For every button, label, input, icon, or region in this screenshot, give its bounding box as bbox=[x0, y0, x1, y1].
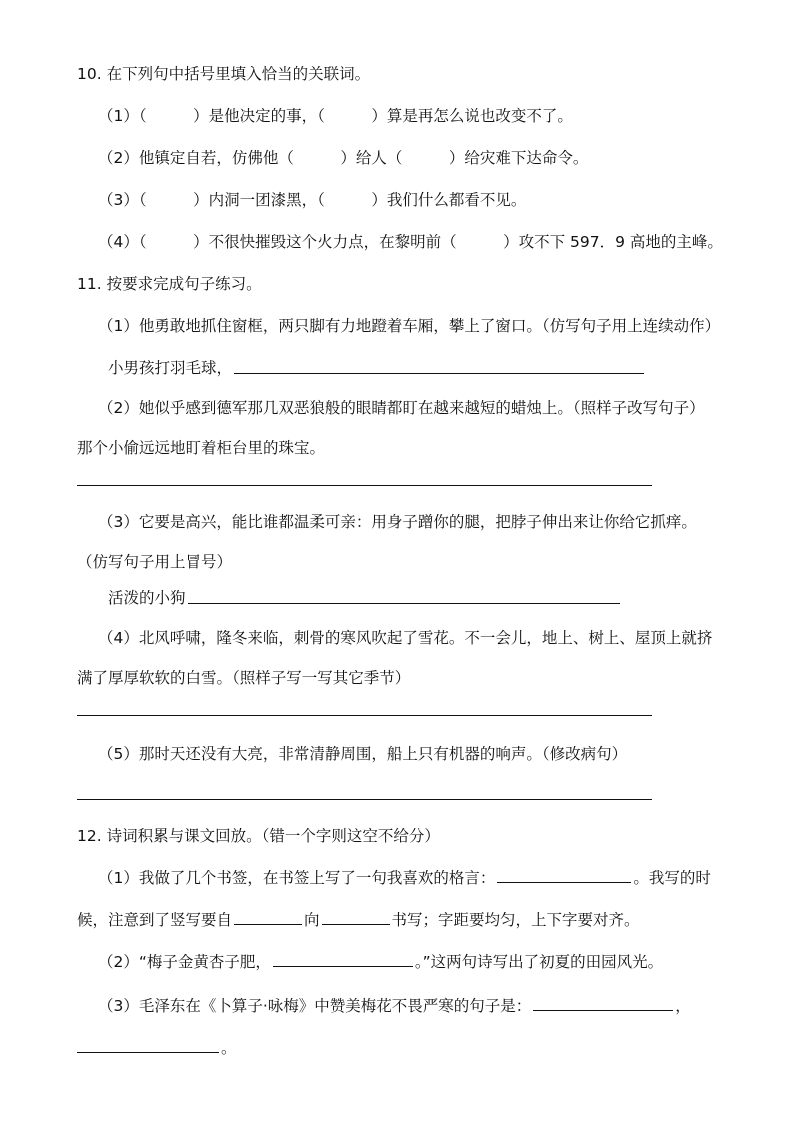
q11-item-5: （5）那时天还没有大亮，非常清静周围，船上只有机器的响声。（修改病句） bbox=[98, 745, 628, 763]
q11-item-2-sentence: 那个小偷远远地盯着柜台里的珠宝。 bbox=[77, 439, 326, 457]
fill-blank[interactable] bbox=[497, 868, 631, 883]
q12-item-1-cont: 候，注意到了竖写要自 向 书写；字距要均匀，上下字要对齐。 bbox=[77, 911, 640, 929]
q12-item-3: （3）毛泽东在《卜算子·咏梅》中赞美梅花不畏严寒的句子是： ， bbox=[98, 997, 691, 1015]
fill-blank[interactable] bbox=[322, 910, 390, 925]
q12-item-3-cont: 。 bbox=[77, 1038, 237, 1058]
q10-item-3: （3）（ ）内洞一团漆黑，（ ）我们什么都看不见。 bbox=[98, 191, 527, 209]
question-11-title: 11. 按要求完成句子练习。 bbox=[77, 275, 262, 293]
q11-item-3-instruction: （仿写句子用上冒号） bbox=[77, 553, 233, 571]
fill-blank[interactable] bbox=[273, 952, 413, 967]
question-10-title: 10. 在下列句中括号里填入恰当的关联词。 bbox=[77, 65, 371, 83]
q10-item-4: （4）（ ）不很快摧毁这个火力点，在黎明前（ ）攻不下 597．9 高地的主峰。 bbox=[98, 233, 723, 251]
q11-item-3: （3）它要是高兴，能比谁都温柔可亲：用身子蹭你的腿，把脖子伸出来让你给它抓痒。 bbox=[98, 513, 697, 531]
q11-item-1-lead: 小男孩打羽毛球， bbox=[108, 359, 233, 377]
q11-item-4-cont: 满了厚厚软软的白雪。（照样子写一写其它季节） bbox=[77, 669, 411, 687]
q11-item-1: （1）他勇敢地抓住窗框，两只脚有力地蹬着车厢，攀上了窗口。（仿写句子用上连续动作） bbox=[98, 317, 721, 335]
q10-item-1: （1）（ ）是他决定的事，（ ）算是再怎么说也改变不了。 bbox=[98, 107, 573, 125]
q12-item-1: （1）我做了几个书签，在书签上写了一句我喜欢的格言： 。我写的时 bbox=[98, 869, 711, 887]
fill-blank[interactable] bbox=[234, 910, 302, 925]
answer-line bbox=[234, 373, 644, 374]
fill-blank[interactable] bbox=[533, 996, 673, 1011]
q10-item-2: （2）他镇定自若，仿佛他（ ）给人（ ）给灾难下达命令。 bbox=[98, 149, 589, 167]
q12-item-2: （2）“梅子金黄杏子肥， 。”这两句诗写出了初夏的田园风光。 bbox=[98, 953, 664, 971]
answer-line bbox=[77, 485, 652, 486]
answer-line bbox=[77, 799, 652, 800]
answer-line bbox=[77, 715, 652, 716]
fill-blank[interactable] bbox=[77, 1038, 219, 1053]
answer-line bbox=[188, 603, 620, 604]
q11-item-3-lead: 活泼的小狗 bbox=[108, 589, 186, 607]
question-12-title: 12. 诗词积累与课文回放。（错一个字则这空不给分） bbox=[77, 827, 440, 845]
q11-item-2: （2）她似乎感到德军那几双恶狼般的眼睛都盯在越来越短的蜡烛上。（照样子改写句子） bbox=[98, 399, 705, 417]
q11-item-4: （4）北风呼啸，隆冬来临，刺骨的寒风吹起了雪花。不一会儿，地上、树上、屋顶上就挤 bbox=[98, 629, 713, 647]
